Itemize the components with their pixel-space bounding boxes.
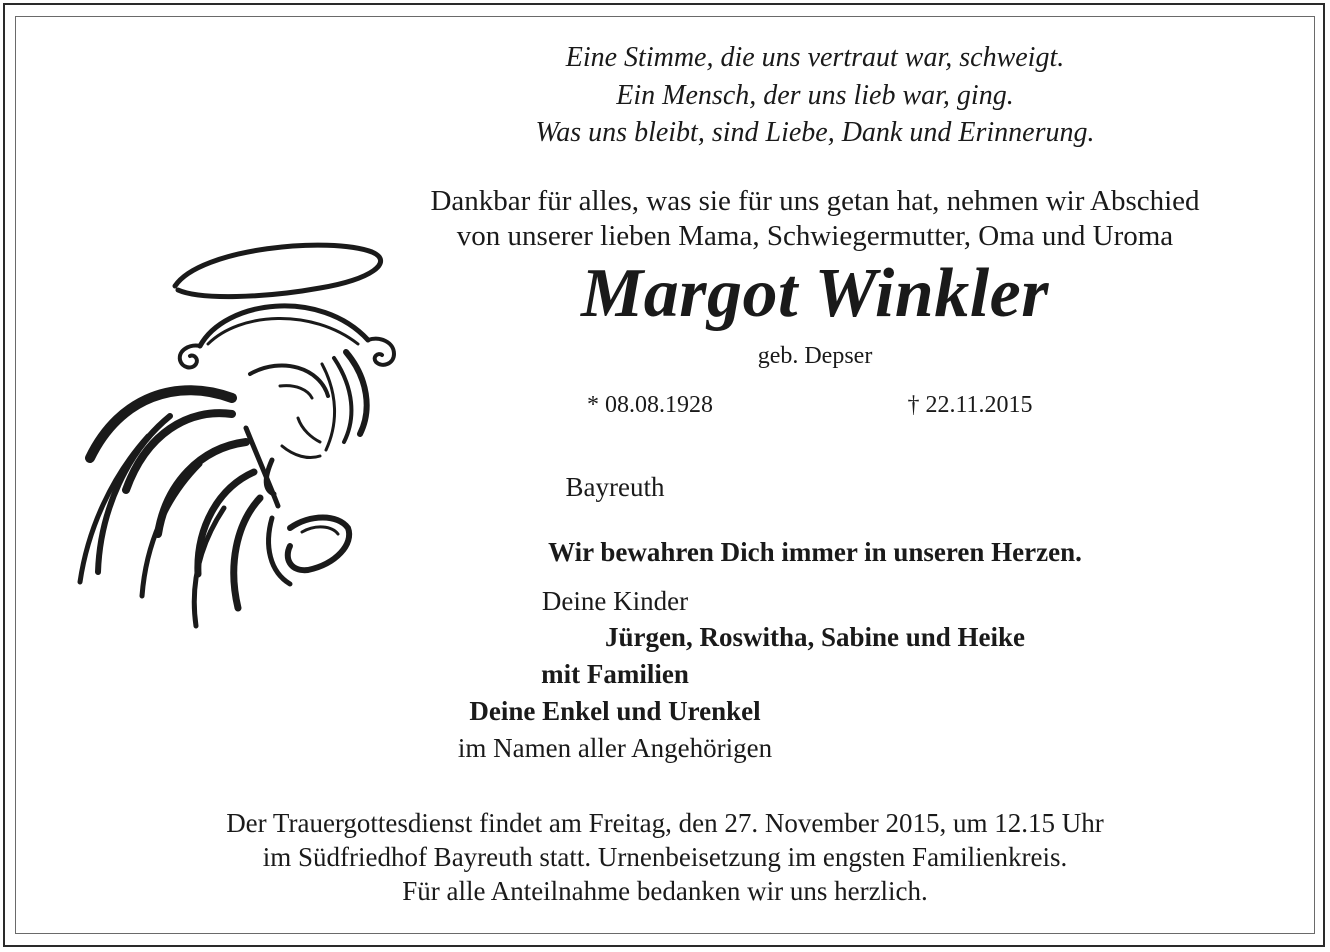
quote-line-1: Eine Stimme, die uns vertraut war, schweigt. — [565, 42, 1065, 73]
intro-line-1: Dankbar für alles, was sie für uns getan hat, nehmen wir Abschied — [430, 185, 1200, 217]
family-families: mit Familien — [541, 659, 689, 689]
family-grandchildren: Deine Enkel und Urenkel — [469, 696, 761, 726]
service-line-2: im Südfriedhof Bayreuth statt. Urnenbeisetzung im engsten Familienkreis. — [262, 842, 1068, 872]
service-line-3: Für alle Anteilnahme bedanken wir uns herzlich. — [402, 876, 928, 906]
service-line-1: Der Trauergottesdienst findet am Freitag, den 27. November 2015, um 12.15 Uhr — [226, 808, 1104, 838]
family-children: Jürgen, Roswitha, Sabine und Heike — [604, 622, 1026, 652]
deceased-name: Margot Winkler — [581, 255, 1049, 332]
family-intro: Deine Kinder — [541, 586, 689, 616]
quote-line-2: Ein Mensch, der uns lieb war, ging. — [616, 80, 1014, 111]
family-relatives: im Namen aller Angehörigen — [457, 733, 773, 763]
praying-angel-icon — [50, 228, 410, 648]
death-date: † 22.11.2015 — [907, 392, 1033, 418]
birth-name: geb. Depser — [757, 343, 873, 369]
intro-line-2: von unserer lieben Mama, Schwiegermutter, Oma und Uroma — [456, 220, 1174, 252]
quote-line-3: Was uns bleibt, sind Liebe, Dank und Erinnerung. — [535, 117, 1095, 148]
birth-date: * 08.08.1928 — [587, 392, 713, 418]
place: Bayreuth — [565, 472, 665, 502]
motto: Wir bewahren Dich immer in unseren Herzen. — [548, 537, 1082, 567]
